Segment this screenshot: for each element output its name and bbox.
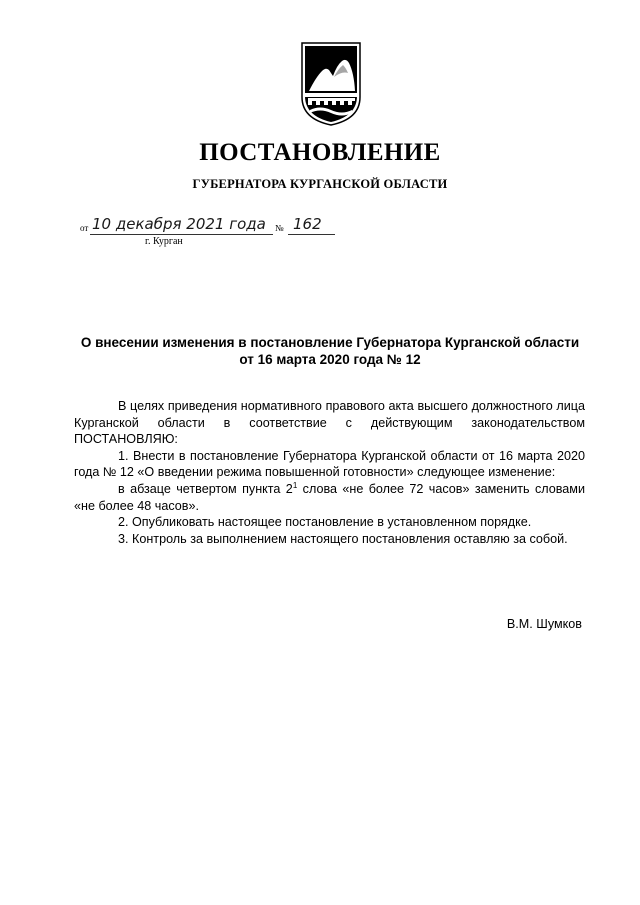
document-heading — [70, 334, 590, 368]
signer-name: В.М. Шумков — [506, 617, 582, 631]
heading-line-2: от 16 марта 2020 года № 12 — [239, 352, 421, 367]
body-paragraph-2: 1. Внести в постановление Губернатора Курганской области от 16 марта 2020 года № 12 «О введении режима повышенной готовности» следующее изменение: — [74, 448, 585, 480]
paragraph-3-text-end: слова «не более 72 часов» заменить словами «не более 48 часов». — [74, 481, 585, 513]
document-body — [74, 398, 585, 547]
body-paragraph-5: 3. Контроль за выполнением настоящего постановления оставляю за собой. — [118, 531, 568, 546]
body-paragraph-1: В целях приведения нормативного правового акта высшего должностного лица Курганской области в соответствие с действующим законодательством ПОСТАНОВЛЯЮ: — [74, 399, 585, 447]
city-label: г. Курган — [145, 236, 183, 247]
handwritten-number: 162 — [293, 215, 322, 233]
paragraph-3-text-start: в абзаце четвертом пункта 2 — [118, 481, 293, 496]
number-prefix-label: № — [275, 223, 284, 233]
paragraph-3-superscript: 1 — [292, 480, 298, 490]
coat-of-arms-icon — [298, 41, 364, 126]
handwritten-date: 10 декабря 2021 года — [92, 215, 266, 233]
body-paragraph-3 — [74, 481, 585, 514]
heading-line-1: О внесении изменения в постановление Губернатора Курганской области — [80, 335, 580, 350]
document-type-title: ПОСТАНОВЛЕНИЕ — [199, 139, 441, 166]
issuer-title: ГУБЕРНАТОРА КУРГАНСКОЙ ОБЛАСТИ — [192, 177, 448, 191]
registration-block — [0, 212, 640, 262]
number-underline — [288, 234, 335, 235]
date-underline — [90, 234, 273, 235]
date-prefix-label: от — [80, 223, 89, 233]
body-paragraph-4: 2. Опубликовать настоящее постановление в установленном порядке. — [118, 515, 532, 530]
